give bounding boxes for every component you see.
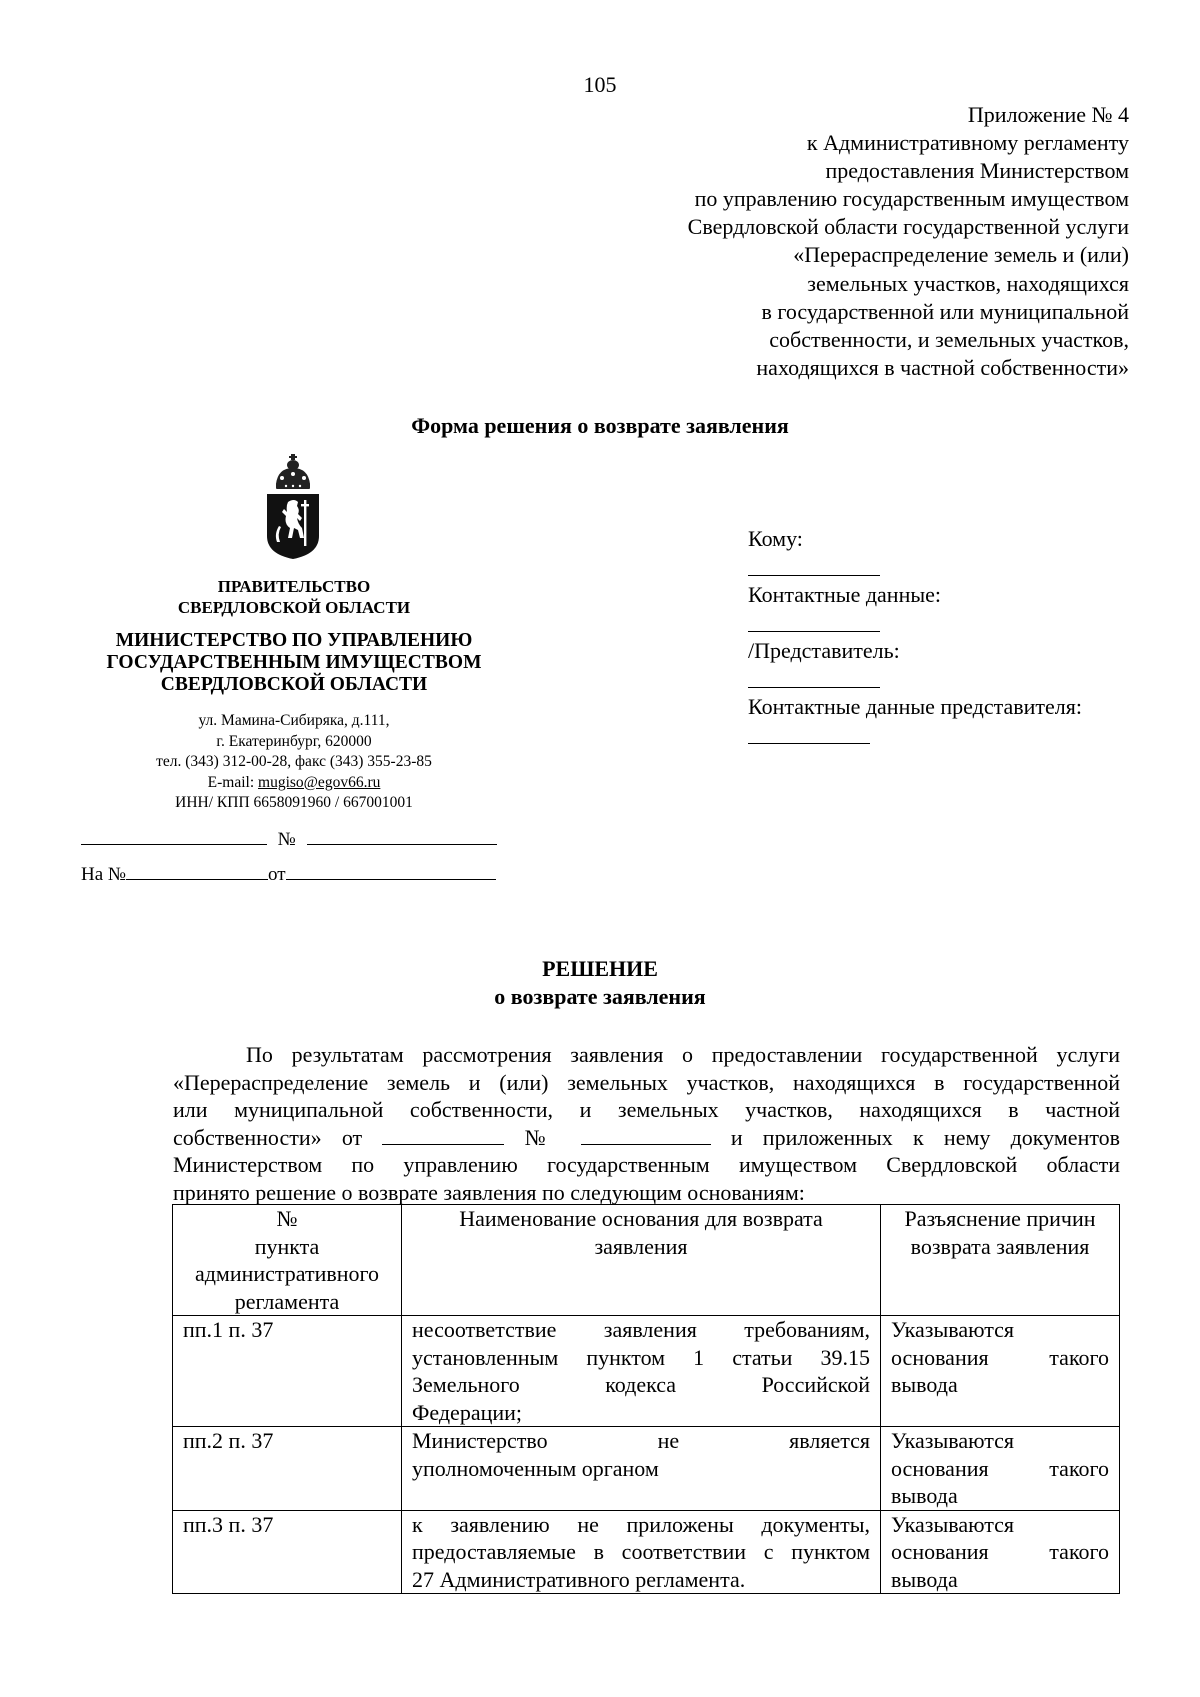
row-explanation: [881, 1427, 1120, 1511]
decision-subheading: о возврате заявления: [494, 984, 706, 1009]
ministry-name-line: МИНИСТЕРСТВО ПО УПРАВЛЕНИЮ: [115, 630, 473, 651]
row-reason: [402, 1510, 881, 1594]
annex-line: по управлению государственным имуществом: [694, 186, 1129, 212]
contacts-label: Контактные данные:: [748, 582, 941, 607]
reply-to-line: [81, 861, 521, 886]
inn-kpp: ИНН/ КПП 6658091960 / 667001001: [175, 794, 413, 811]
table-row: [173, 1316, 1120, 1427]
explanation-line: Указываются: [891, 1511, 1015, 1537]
government-name: [64, 576, 524, 618]
date-blank: [81, 826, 267, 845]
decision-paragraph: [173, 1041, 1120, 1206]
representative-label: /Представитель:: [748, 638, 900, 663]
annex-header: [569, 101, 1129, 382]
row-point: пп.2 п. 37: [173, 1427, 402, 1511]
reason-line: уполномоченным органом: [412, 1455, 659, 1481]
explanation-line: основания такого: [891, 1455, 1109, 1481]
application-date-blank: [382, 1124, 504, 1145]
explanation-line: вывода: [891, 1483, 958, 1508]
decision-heading: РЕШЕНИЕ: [542, 956, 658, 981]
header-point-number: [173, 1205, 402, 1316]
coat-of-arms-icon: [264, 454, 322, 560]
government-name-line: ПРАВИТЕЛЬСТВО: [217, 577, 371, 596]
paragraph-line-with-blanks: [173, 1124, 1120, 1152]
recipient-block: [748, 525, 1148, 749]
annex-line: предоставления Министерством: [825, 158, 1129, 184]
address-line: ул. Мамина-Сибиряка, д.111,: [198, 712, 390, 729]
ministry-name: [64, 630, 524, 696]
rep-contacts-label: Контактные данные представителя:: [748, 694, 1082, 719]
table-row: [173, 1510, 1120, 1594]
paragraph-line: или муниципальной собственности, и земельных участков, находящихся в частной: [173, 1097, 1120, 1122]
paragraph-line: Министерством по управлению государственным имуществом Свердловской области: [173, 1152, 1120, 1177]
address-line: г. Екатеринбург, 620000: [216, 732, 372, 750]
header-explanation: [881, 1205, 1120, 1316]
row-reason: [402, 1316, 881, 1427]
paragraph-text: №: [524, 1124, 561, 1150]
header-line: №: [276, 1206, 298, 1231]
header-line: регламента: [234, 1288, 340, 1314]
header-line: пункта: [254, 1233, 320, 1259]
page-number: 105: [583, 72, 617, 97]
reason-line: установленным пунктом 1 статьи 39.15: [412, 1344, 870, 1370]
reasons-table: [172, 1204, 1120, 1594]
reply-number-blank: [126, 861, 268, 880]
header-line: административного: [194, 1261, 380, 1286]
to-label: Кому:: [748, 526, 803, 551]
to-blank: [748, 553, 1148, 581]
email-row: [64, 773, 524, 794]
annex-line: Свердловской области государственной услуги: [687, 214, 1129, 240]
number-sign: №: [277, 829, 296, 850]
explanation-line: Указываются: [891, 1317, 1015, 1342]
explanation-line: основания такого: [891, 1344, 1109, 1370]
number-blank: [307, 826, 497, 845]
explanation-line: вывода: [891, 1372, 958, 1397]
paragraph-text: и приложенных к нему документов: [730, 1124, 1121, 1150]
row-explanation: [881, 1316, 1120, 1427]
row-explanation: [881, 1510, 1120, 1594]
phone-fax: тел. (343) 312-00-28, факс (343) 355-23-85: [156, 753, 432, 770]
explanation-line: вывода: [891, 1566, 958, 1592]
application-number-blank: [581, 1124, 711, 1145]
reason-line: к заявлению не приложены документы,: [412, 1511, 870, 1537]
table-header-row: [173, 1205, 1120, 1316]
from-label: от: [268, 864, 286, 885]
header-line: Наименование основания для возврата: [459, 1206, 823, 1231]
annex-line: «Перераспределение земель и (или): [793, 242, 1129, 268]
email-link[interactable]: mugiso@egov66.ru: [258, 773, 381, 791]
reason-line: 27 Административного регламента.: [412, 1566, 746, 1592]
ministry-name-line: ГОСУДАРСТВЕННЫМ ИМУЩЕСТВОМ: [106, 652, 482, 673]
decision-title: [0, 955, 1200, 1011]
paragraph-text: собственности» от: [173, 1124, 363, 1150]
reply-to-label: На №: [81, 864, 127, 885]
row-reason: [402, 1427, 881, 1511]
explanation-line: основания такого: [891, 1539, 1109, 1564]
row-point: пп.3 п. 37: [173, 1510, 402, 1594]
annex-line: находящихся в частной собственности»: [756, 354, 1129, 380]
reply-date-blank: [286, 861, 496, 880]
paragraph-line: «Перераспределение земель и (или) земельных участков, находящихся в государственной: [173, 1069, 1120, 1095]
government-name-line: СВЕРДЛОВСКОЙ ОБЛАСТИ: [177, 598, 411, 617]
annex-line: собственности, и земельных участков,: [769, 326, 1129, 352]
table-row: [173, 1427, 1120, 1511]
annex-line: Приложение № 4: [967, 102, 1129, 127]
reason-line: предоставляемые в соответствии с пунктом: [412, 1539, 870, 1564]
rep-contacts-blank: [748, 721, 1148, 749]
annex-line: земельных участков, находящихся: [807, 270, 1129, 296]
annex-line: в государственной или муниципальной: [761, 298, 1129, 324]
form-title: Форма решения о возврате заявления: [411, 413, 789, 438]
reason-line: Земельного кодекса Российской: [412, 1372, 870, 1397]
contacts-blank: [748, 609, 1148, 637]
ministry-contacts: [64, 711, 524, 814]
annex-line: к Административному регламенту: [806, 130, 1129, 156]
reason-line: Федерации;: [412, 1399, 523, 1425]
explanation-line: Указываются: [891, 1428, 1015, 1453]
representative-blank: [748, 665, 1148, 693]
ministry-name-line: СВЕРДЛОВСКОЙ ОБЛАСТИ: [160, 674, 428, 695]
header-reason: [402, 1205, 881, 1316]
header-line: Разъяснение причин: [904, 1206, 1096, 1231]
paragraph-line: принято решение о возврате заявления по следующим основаниям:: [173, 1179, 805, 1205]
reason-line: Министерство не является: [412, 1428, 870, 1453]
row-point: пп.1 п. 37: [173, 1316, 402, 1427]
reason-line: несоответствие заявления требованиям,: [412, 1317, 870, 1342]
header-line: заявления: [594, 1233, 688, 1259]
email-label: E-mail:: [207, 773, 259, 791]
outgoing-number-line: [81, 826, 501, 851]
header-line: возврата заявления: [910, 1233, 1090, 1259]
paragraph-line: По результатам рассмотрения заявления о предоставлении государственной услуги: [246, 1042, 1120, 1067]
